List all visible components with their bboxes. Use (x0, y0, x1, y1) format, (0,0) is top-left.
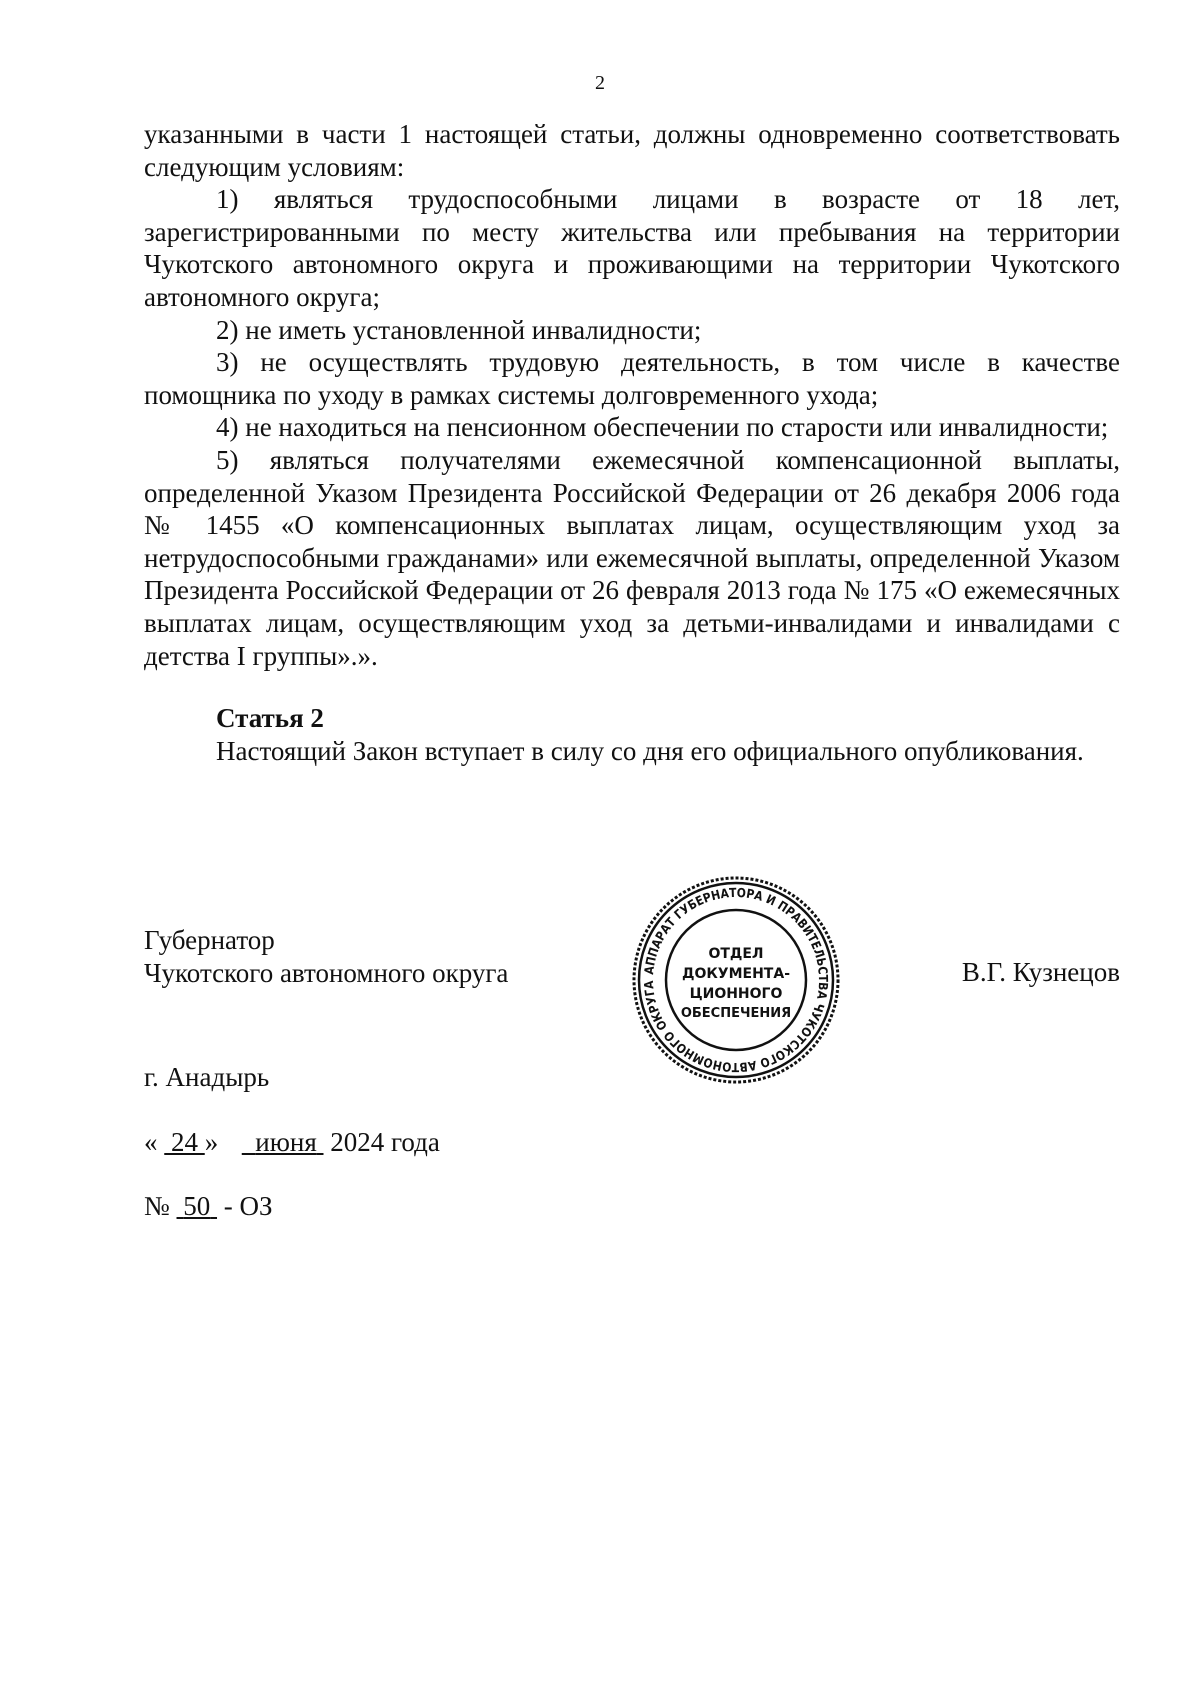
paragraph-intro: указанными в части 1 настоящей статьи, должны одновременно соответствовать следующим условиям: (144, 119, 1120, 182)
date-close-quote: » (204, 1127, 219, 1157)
law-number-suffix: - ОЗ (223, 1191, 273, 1221)
paragraph-condition-2: 2) не иметь установленной инвалидности; (216, 314, 702, 345)
official-stamp (626, 870, 846, 1090)
signatory-title-line-1: Губернатор (144, 925, 275, 955)
law-number-prefix: № (144, 1191, 170, 1221)
stamp-center-line-3: ЦИОННОГО (689, 986, 783, 1002)
document-body (144, 118, 1120, 767)
law-number-value: 50 (183, 1191, 211, 1221)
date-month: июня (255, 1127, 317, 1157)
article-2-text: Настоящий Закон вступает в силу со дня его официального опубликования. (216, 735, 1084, 766)
place-of-signing: г. Анадырь (144, 1062, 270, 1092)
paragraph-condition-4: 4) не находиться на пенсионном обеспечении по старости или инвалидности; (216, 412, 1109, 443)
stamp-center-line-4: ОБЕСПЕЧЕНИЯ (680, 1006, 792, 1021)
paragraph-condition-1: 1) являться трудоспособными лицами в возрасте от 18 лет, зарегистрированными по месту жительства или пребывания на территории Чукотского автономного округа и проживающими на территории Чукотского автономного округа; (144, 184, 1120, 312)
article-2-heading: Статья 2 (216, 703, 324, 734)
date-day: 24 (171, 1127, 198, 1157)
signatory-title (144, 924, 508, 990)
paragraph-condition-3: 3) не осуществлять трудовую деятельность, в том числе в качестве помощника по уходу в рамках системы долговременного ухода; (144, 347, 1120, 410)
paragraph-condition-5: 5) являться получателями ежемесячной компенсационной выплаты, определенной Указом Президента Российской Федерации от 26 декабря 2006 года № 1455 «О компенсационных выплатах лицам, осуществляющим уход за нетрудоспособными гражданами» или ежемесячной выплаты, определенной Указом Президента Российской Федерации от 26 февраля 2013 года № 175 «О ежемесячных выплатах лицам, осуществляющим уход за детьми-инвалидами и инвалидами с детства I группы».». (144, 444, 1120, 671)
page-number: 2 (595, 72, 605, 94)
signing-date (144, 1127, 440, 1158)
stamp-center-line-2: ДОКУМЕНТА- (681, 966, 791, 982)
stamp-center-line-1: ОТДЕЛ (708, 946, 764, 962)
signatory-title-line-2: Чукотского автономного округа (144, 958, 509, 988)
signatory-name: В.Г. Кузнецов (961, 957, 1120, 987)
date-open-quote: « (144, 1127, 158, 1157)
stamp-ring-text: АППАРАТ ГУБЕРНАТОРА И ПРАВИТЕЛЬСТВА ЧУКОТСКОГО АВТОНОМНОГО ОКРУГА (640, 884, 832, 1076)
date-year: 2024 года (330, 1127, 440, 1157)
law-number (144, 1191, 273, 1222)
